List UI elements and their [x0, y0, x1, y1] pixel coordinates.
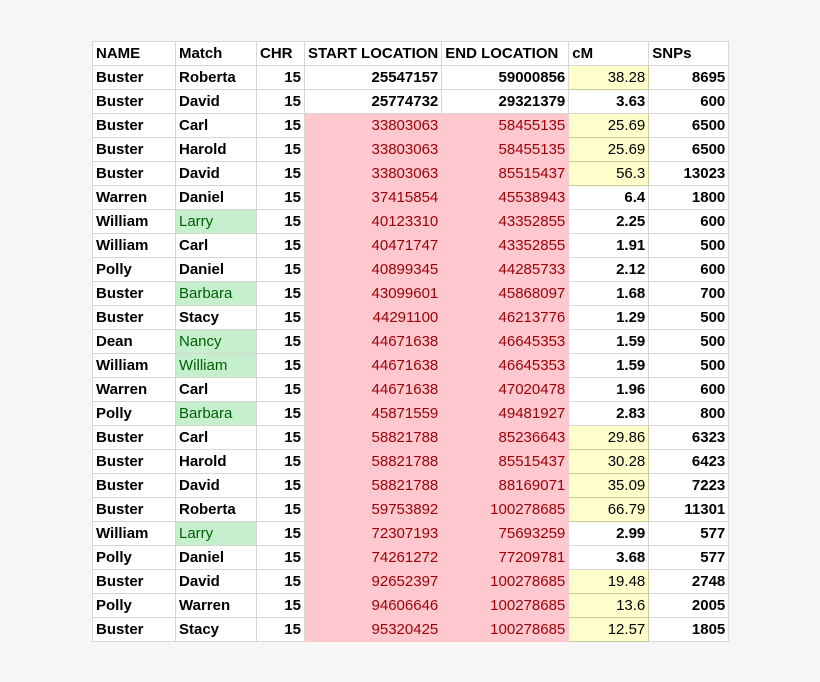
table-row	[93, 306, 729, 330]
table-row	[93, 186, 729, 210]
cell-snps[interactable]: 600	[649, 210, 729, 234]
cell-match[interactable]: Carl	[176, 234, 257, 258]
cell-match[interactable]: Harold	[176, 450, 257, 474]
cell-cm[interactable]: 66.79	[569, 498, 649, 522]
cell-end-location[interactable]: 58455135	[442, 114, 569, 138]
cell-chr[interactable]: 15	[257, 522, 305, 546]
cell-name[interactable]: Buster	[93, 474, 176, 498]
cell-cm[interactable]: 1.96	[569, 378, 649, 402]
cell-name[interactable]: Buster	[93, 498, 176, 522]
cell-start-location[interactable]: 95320425	[305, 618, 442, 642]
cell-start-location[interactable]: 33803063	[305, 114, 442, 138]
cell-cm[interactable]: 1.68	[569, 282, 649, 306]
cell-start-location[interactable]: 59753892	[305, 498, 442, 522]
table-row	[93, 594, 729, 618]
cell-end-location[interactable]: 85236643	[442, 426, 569, 450]
cell-end-location[interactable]: 49481927	[442, 402, 569, 426]
cell-snps[interactable]: 500	[649, 234, 729, 258]
cell-snps[interactable]: 11301	[649, 498, 729, 522]
cell-snps[interactable]: 2005	[649, 594, 729, 618]
cell-match[interactable]: Barbara	[176, 402, 257, 426]
cell-match[interactable]: Carl	[176, 378, 257, 402]
cell-start-location[interactable]: 74261272	[305, 546, 442, 570]
cell-end-location[interactable]: 59000856	[442, 66, 569, 90]
cell-snps[interactable]: 6500	[649, 114, 729, 138]
cell-end-location[interactable]: 85515437	[442, 162, 569, 186]
cell-name[interactable]: Polly	[93, 546, 176, 570]
table-row	[93, 66, 729, 90]
cell-chr[interactable]: 15	[257, 66, 305, 90]
header-snps[interactable]: SNPs	[649, 42, 729, 66]
table-row	[93, 90, 729, 114]
cell-end-location[interactable]: 75693259	[442, 522, 569, 546]
table-row	[93, 354, 729, 378]
cell-snps[interactable]: 6500	[649, 138, 729, 162]
cell-name[interactable]: Warren	[93, 186, 176, 210]
cell-end-location[interactable]: 58455135	[442, 138, 569, 162]
cell-name[interactable]: Buster	[93, 282, 176, 306]
cell-match[interactable]: Carl	[176, 114, 257, 138]
cell-name[interactable]: Buster	[93, 450, 176, 474]
cell-snps[interactable]: 6323	[649, 426, 729, 450]
cell-snps[interactable]: 8695	[649, 66, 729, 90]
cell-match[interactable]: Roberta	[176, 66, 257, 90]
header-end-location[interactable]: END LOCATION	[442, 42, 569, 66]
cell-name[interactable]: Polly	[93, 402, 176, 426]
cell-start-location[interactable]: 37415854	[305, 186, 442, 210]
table-row	[93, 234, 729, 258]
cell-chr[interactable]: 15	[257, 354, 305, 378]
cell-end-location[interactable]: 100278685	[442, 570, 569, 594]
cell-name[interactable]: Buster	[93, 66, 176, 90]
cell-start-location[interactable]: 94606646	[305, 594, 442, 618]
cell-chr[interactable]: 15	[257, 210, 305, 234]
cell-match[interactable]: Larry	[176, 210, 257, 234]
cell-cm[interactable]: 3.63	[569, 90, 649, 114]
cell-end-location[interactable]: 43352855	[442, 210, 569, 234]
cell-name[interactable]: William	[93, 210, 176, 234]
cell-match[interactable]: Warren	[176, 594, 257, 618]
cell-snps[interactable]: 600	[649, 90, 729, 114]
cell-chr[interactable]: 15	[257, 258, 305, 282]
cell-start-location[interactable]: 72307193	[305, 522, 442, 546]
cell-name[interactable]: Buster	[93, 426, 176, 450]
cell-end-location[interactable]: 100278685	[442, 618, 569, 642]
cell-cm[interactable]: 2.12	[569, 258, 649, 282]
table-row	[93, 378, 729, 402]
cell-name[interactable]: Polly	[93, 258, 176, 282]
cell-match[interactable]: Larry	[176, 522, 257, 546]
cell-start-location[interactable]: 92652397	[305, 570, 442, 594]
cell-name[interactable]: Warren	[93, 378, 176, 402]
cell-chr[interactable]: 15	[257, 234, 305, 258]
cell-chr[interactable]: 15	[257, 90, 305, 114]
cell-chr[interactable]: 15	[257, 162, 305, 186]
cell-cm[interactable]: 6.4	[569, 186, 649, 210]
cell-cm[interactable]: 12.57	[569, 618, 649, 642]
cell-start-location[interactable]: 40899345	[305, 258, 442, 282]
cell-snps[interactable]: 1805	[649, 618, 729, 642]
cell-chr[interactable]: 15	[257, 594, 305, 618]
cell-snps[interactable]: 700	[649, 282, 729, 306]
cell-chr[interactable]: 15	[257, 306, 305, 330]
header-name[interactable]: NAME	[93, 42, 176, 66]
header-start-location[interactable]: START LOCATION	[305, 42, 442, 66]
cell-match[interactable]: Carl	[176, 426, 257, 450]
cell-start-location[interactable]: 45871559	[305, 402, 442, 426]
cell-start-location[interactable]: 44671638	[305, 354, 442, 378]
cell-name[interactable]: Buster	[93, 162, 176, 186]
table-row	[93, 114, 729, 138]
cell-chr[interactable]: 15	[257, 402, 305, 426]
cell-chr[interactable]: 15	[257, 138, 305, 162]
cell-cm[interactable]: 1.59	[569, 330, 649, 354]
cell-snps[interactable]: 1800	[649, 186, 729, 210]
cell-match[interactable]: Stacy	[176, 618, 257, 642]
table-row	[93, 546, 729, 570]
cell-snps[interactable]: 500	[649, 354, 729, 378]
cell-cm[interactable]: 25.69	[569, 138, 649, 162]
cell-chr[interactable]: 15	[257, 570, 305, 594]
cell-start-location[interactable]: 44291100	[305, 306, 442, 330]
cell-name[interactable]: William	[93, 234, 176, 258]
cell-chr[interactable]: 15	[257, 282, 305, 306]
cell-name[interactable]: Buster	[93, 618, 176, 642]
cell-snps[interactable]: 7223	[649, 474, 729, 498]
cell-chr[interactable]: 15	[257, 114, 305, 138]
cell-match[interactable]: William	[176, 354, 257, 378]
cell-name[interactable]: Buster	[93, 138, 176, 162]
cell-snps[interactable]: 500	[649, 306, 729, 330]
cell-cm[interactable]: 1.59	[569, 354, 649, 378]
cell-end-location[interactable]: 46645353	[442, 330, 569, 354]
cell-chr[interactable]: 15	[257, 474, 305, 498]
cell-snps[interactable]: 500	[649, 330, 729, 354]
cell-chr[interactable]: 15	[257, 378, 305, 402]
cell-name[interactable]: Buster	[93, 114, 176, 138]
cell-cm[interactable]: 2.25	[569, 210, 649, 234]
cell-match[interactable]: David	[176, 474, 257, 498]
cell-match[interactable]: Roberta	[176, 498, 257, 522]
cell-match[interactable]: Daniel	[176, 186, 257, 210]
cell-end-location[interactable]: 100278685	[442, 498, 569, 522]
cell-chr[interactable]: 15	[257, 330, 305, 354]
cell-cm[interactable]: 19.48	[569, 570, 649, 594]
cell-end-location[interactable]: 100278685	[442, 594, 569, 618]
header-match[interactable]: Match	[176, 42, 257, 66]
cell-cm[interactable]: 2.99	[569, 522, 649, 546]
cell-end-location[interactable]: 85515437	[442, 450, 569, 474]
cell-match[interactable]: Nancy	[176, 330, 257, 354]
cell-name[interactable]: William	[93, 354, 176, 378]
cell-name[interactable]: Dean	[93, 330, 176, 354]
cell-start-location[interactable]: 25547157	[305, 66, 442, 90]
table-row	[93, 282, 729, 306]
cell-cm[interactable]: 56.3	[569, 162, 649, 186]
cell-start-location[interactable]: 25774732	[305, 90, 442, 114]
cell-start-location[interactable]: 40123310	[305, 210, 442, 234]
cell-cm[interactable]: 38.28	[569, 66, 649, 90]
cell-end-location[interactable]: 43352855	[442, 234, 569, 258]
cell-start-location[interactable]: 58821788	[305, 450, 442, 474]
cell-cm[interactable]: 13.6	[569, 594, 649, 618]
table-row	[93, 450, 729, 474]
cell-cm[interactable]: 1.29	[569, 306, 649, 330]
cell-match[interactable]: Barbara	[176, 282, 257, 306]
cell-snps[interactable]: 577	[649, 522, 729, 546]
cell-end-location[interactable]: 46645353	[442, 354, 569, 378]
cell-cm[interactable]: 30.28	[569, 450, 649, 474]
cell-end-location[interactable]: 88169071	[442, 474, 569, 498]
cell-end-location[interactable]: 45538943	[442, 186, 569, 210]
cell-end-location[interactable]: 44285733	[442, 258, 569, 282]
cell-name[interactable]: William	[93, 522, 176, 546]
cell-name[interactable]: Buster	[93, 90, 176, 114]
cell-match[interactable]: Daniel	[176, 546, 257, 570]
cell-chr[interactable]: 15	[257, 618, 305, 642]
cell-snps[interactable]: 13023	[649, 162, 729, 186]
table-row	[93, 402, 729, 426]
table-row	[93, 330, 729, 354]
cell-end-location[interactable]: 77209781	[442, 546, 569, 570]
cell-end-location[interactable]: 46213776	[442, 306, 569, 330]
cell-chr[interactable]: 15	[257, 186, 305, 210]
cell-match[interactable]: Stacy	[176, 306, 257, 330]
header-cm[interactable]: cM	[569, 42, 649, 66]
cell-name[interactable]: Polly	[93, 594, 176, 618]
table-row	[93, 474, 729, 498]
cell-name[interactable]: Buster	[93, 306, 176, 330]
table-row	[93, 522, 729, 546]
cell-match[interactable]: David	[176, 90, 257, 114]
cell-match[interactable]: Harold	[176, 138, 257, 162]
cell-cm[interactable]: 29.86	[569, 426, 649, 450]
cell-chr[interactable]: 15	[257, 498, 305, 522]
cell-match[interactable]: David	[176, 162, 257, 186]
table-row	[93, 258, 729, 282]
table-row	[93, 210, 729, 234]
cell-chr[interactable]: 15	[257, 426, 305, 450]
table-row	[93, 162, 729, 186]
cell-chr[interactable]: 15	[257, 546, 305, 570]
cell-start-location[interactable]: 44671638	[305, 378, 442, 402]
header-chr[interactable]: CHR	[257, 42, 305, 66]
cell-cm[interactable]: 2.83	[569, 402, 649, 426]
cell-cm[interactable]: 1.91	[569, 234, 649, 258]
cell-name[interactable]: Buster	[93, 570, 176, 594]
dna-match-table	[92, 41, 729, 642]
cell-snps[interactable]: 600	[649, 258, 729, 282]
cell-match[interactable]: Daniel	[176, 258, 257, 282]
cell-chr[interactable]: 15	[257, 450, 305, 474]
header-row	[93, 42, 729, 66]
table-row	[93, 138, 729, 162]
cell-start-location[interactable]: 43099601	[305, 282, 442, 306]
cell-start-location[interactable]: 33803063	[305, 162, 442, 186]
cell-start-location[interactable]: 40471747	[305, 234, 442, 258]
cell-start-location[interactable]: 58821788	[305, 426, 442, 450]
cell-snps[interactable]: 2748	[649, 570, 729, 594]
cell-snps[interactable]: 6423	[649, 450, 729, 474]
cell-cm[interactable]: 25.69	[569, 114, 649, 138]
cell-end-location[interactable]: 45868097	[442, 282, 569, 306]
cell-start-location[interactable]: 44671638	[305, 330, 442, 354]
table-row	[93, 618, 729, 642]
cell-match[interactable]: David	[176, 570, 257, 594]
cell-start-location[interactable]: 58821788	[305, 474, 442, 498]
table-row	[93, 498, 729, 522]
cell-cm[interactable]: 35.09	[569, 474, 649, 498]
cell-cm[interactable]: 3.68	[569, 546, 649, 570]
table-row	[93, 570, 729, 594]
cell-snps[interactable]: 800	[649, 402, 729, 426]
table-row	[93, 426, 729, 450]
cell-snps[interactable]: 600	[649, 378, 729, 402]
cell-end-location[interactable]: 29321379	[442, 90, 569, 114]
cell-snps[interactable]: 577	[649, 546, 729, 570]
cell-start-location[interactable]: 33803063	[305, 138, 442, 162]
cell-end-location[interactable]: 47020478	[442, 378, 569, 402]
